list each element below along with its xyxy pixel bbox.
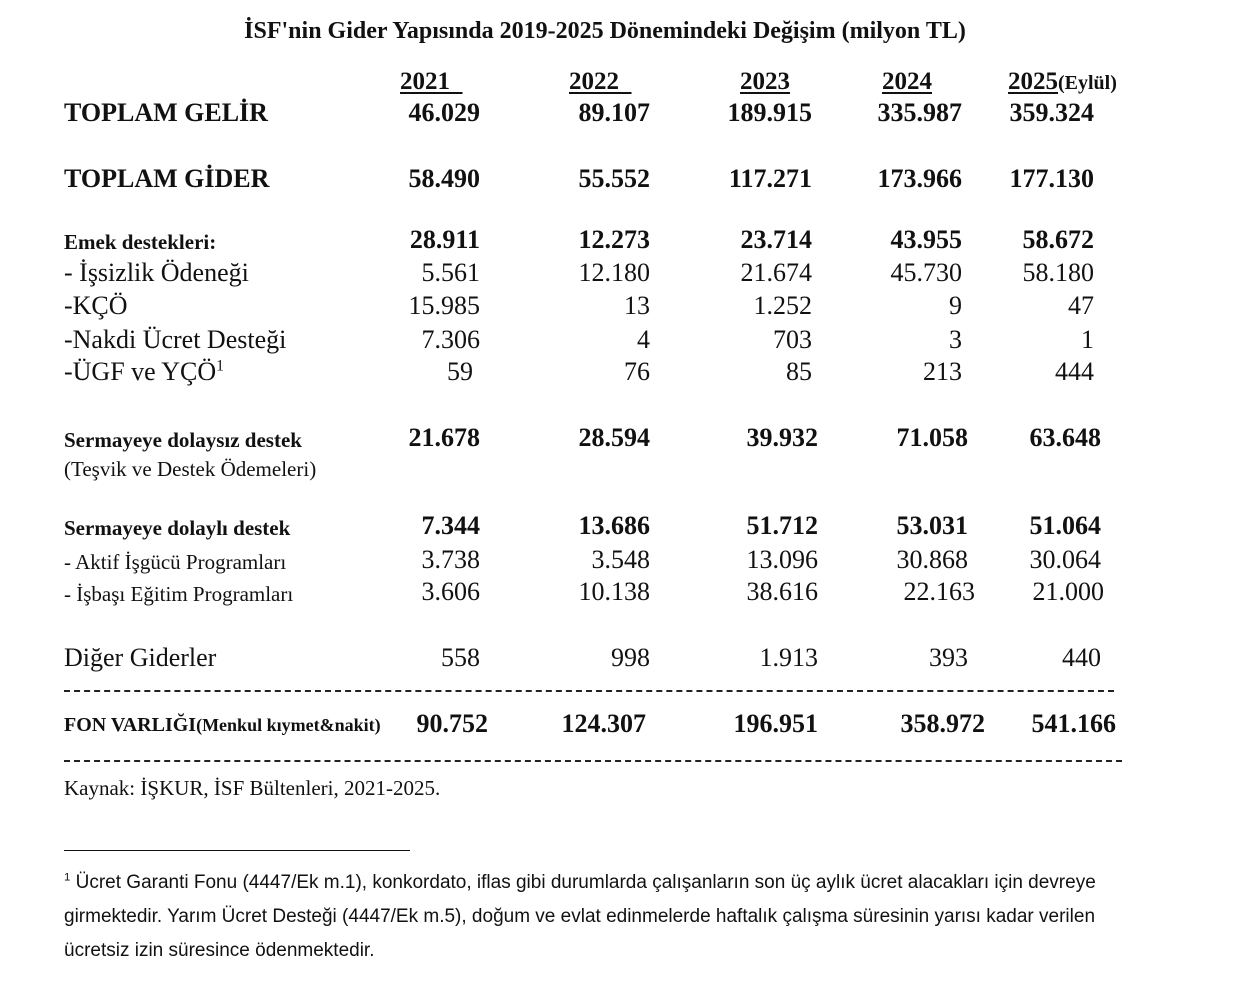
row-label-diger: Diğer Giderler xyxy=(64,643,217,672)
cell-toplam-gelir-2024: 335.987 xyxy=(877,98,962,127)
cell-fon-2021: 90.752 xyxy=(416,709,488,738)
cell-nakdi-2024: 3 xyxy=(949,325,962,354)
cell-diger-2024: 393 xyxy=(929,643,968,672)
cell-emek-2023: 23.714 xyxy=(740,225,812,254)
cell-toplam-gelir-2022: 89.107 xyxy=(578,98,650,127)
row-label-emek: Emek destekleri: xyxy=(64,230,217,254)
footnote: $^1$ Ücret Garanti Fonu (4447/Ek m.1), konkordato, iflas gibi durumlarda çalışanların son üç aylık ücret alacakları için devreye girmektedir. Yarım Ücret Desteği (4447/Ek m.5), doğum ve evlat edinmelerde haftalık çalışma süresinin yarısı kadar verilen ücretsiz izin süresince ödenmektedir. xyxy=(64,871,1096,961)
cell-toplam-gider-2025: 177.130 xyxy=(1009,164,1094,193)
cell-emek-2025: 58.672 xyxy=(1022,225,1094,254)
page-title: İSF'nin Gider Yapısında 2019-2025 Dönemindeki Değişim (milyon TL) xyxy=(244,18,966,44)
cell-ugf-2025: 444 xyxy=(1055,357,1094,386)
row-label-isbasi: - İşbaşı Eğitim Programları xyxy=(64,582,294,606)
cell-emek-2021: 28.911 xyxy=(409,225,480,254)
cell-dolaysiz-2022: 28.594 xyxy=(578,423,650,452)
cell-fon-2024: 358.972 xyxy=(900,709,985,738)
source-note: Kaynak: İŞKUR, İSF Bültenleri, 2021-2025. xyxy=(64,776,441,800)
cell-diger-2021: 558 xyxy=(441,643,480,672)
row-label-ugf: -ÜGF ve YÇÖ$^1$ xyxy=(64,357,224,386)
cell-ugf-2024: 213 xyxy=(923,357,962,386)
cell-toplam-gelir-2023: 189.915 xyxy=(727,98,812,127)
dashed-divider-top xyxy=(64,690,1114,692)
year-header-2022: 2022 xyxy=(569,68,619,95)
row-label-nakdi: -Nakdi Ücret Desteği xyxy=(64,325,287,354)
cell-fon-2022: 124.307 xyxy=(561,709,646,738)
footnote-rule xyxy=(64,850,410,851)
cell-aktif-2025: 30.064 xyxy=(1029,545,1101,574)
cell-dolaysiz-2025: 63.648 xyxy=(1029,423,1101,452)
cell-issizlik-2022: 12.180 xyxy=(578,258,650,287)
year-header-2024: 2024 xyxy=(882,68,932,95)
cell-isbasi-2022: 10.138 xyxy=(578,577,650,606)
cell-toplam-gider-2021: 58.490 xyxy=(408,164,480,193)
cell-diger-2025: 440 xyxy=(1062,643,1101,672)
cell-dolayli-2025: 51.064 xyxy=(1029,511,1101,540)
cell-isbasi-2024: 22.163 xyxy=(903,577,975,606)
cell-toplam-gider-2023: 117.271 xyxy=(728,164,812,193)
cell-ugf-2023: 85 xyxy=(786,357,812,386)
cell-nakdi-2023: 703 xyxy=(773,325,812,354)
cell-dolayli-2021: 7.344 xyxy=(421,511,480,540)
year-header-2025: 2025(Eylül) xyxy=(1008,68,1117,95)
cell-fon-2023: 196.951 xyxy=(733,709,818,738)
cell-nakdi-2021: 7.306 xyxy=(421,325,480,354)
cell-ugf-2022: 76 xyxy=(624,357,650,386)
cell-kco-2021: 15.985 xyxy=(408,291,480,320)
cell-dolayli-2024: 53.031 xyxy=(896,511,968,540)
cell-emek-2024: 43.955 xyxy=(890,225,962,254)
row-label-toplam-gelir: TOPLAM GELİR xyxy=(64,98,268,127)
cell-isbasi-2023: 38.616 xyxy=(746,577,818,606)
cell-dolayli-2022: 13.686 xyxy=(578,511,650,540)
cell-toplam-gider-2022: 55.552 xyxy=(578,164,650,193)
row-label-fon: FON VARLIĞI(Menkul kıymet&nakit) xyxy=(64,714,381,736)
year-header-2021: 2021 xyxy=(400,68,450,95)
cell-aktif-2024: 30.868 xyxy=(896,545,968,574)
cell-dolayli-2023: 51.712 xyxy=(746,511,818,540)
row-note-dolaysiz: (Teşvik ve Destek Ödemeleri) xyxy=(64,457,317,481)
row-label-dolayli: Sermayeye dolaylı destek xyxy=(64,516,291,540)
cell-issizlik-2024: 45.730 xyxy=(890,258,962,287)
cell-nakdi-2022: 4 xyxy=(637,325,650,354)
cell-dolaysiz-2021: 21.678 xyxy=(408,423,480,452)
cell-dolaysiz-2023: 39.932 xyxy=(746,423,818,452)
cell-issizlik-2021: 5.561 xyxy=(421,258,480,287)
cell-ugf-2021: 59 xyxy=(447,357,473,386)
cell-diger-2023: 1.913 xyxy=(759,643,818,672)
cell-emek-2022: 12.273 xyxy=(578,225,650,254)
cell-nakdi-2025: 1 xyxy=(1081,325,1094,354)
cell-aktif-2021: 3.738 xyxy=(421,545,480,574)
cell-toplam-gider-2024: 173.966 xyxy=(877,164,962,193)
cell-kco-2023: 1.252 xyxy=(753,291,812,320)
cell-kco-2024: 9 xyxy=(949,291,962,320)
year-header-2023: 2023 xyxy=(740,68,790,95)
cell-kco-2025: 47 xyxy=(1068,291,1094,320)
row-label-dolaysiz: Sermayeye dolaysız destek xyxy=(64,428,302,452)
row-label-issizlik: - İşsizlik Ödeneği xyxy=(64,258,249,287)
cell-toplam-gelir-2025: 359.324 xyxy=(1009,98,1094,127)
cell-isbasi-2025: 21.000 xyxy=(1032,577,1104,606)
cell-isbasi-2021: 3.606 xyxy=(421,577,480,606)
cell-aktif-2023: 13.096 xyxy=(746,545,818,574)
cell-dolaysiz-2024: 71.058 xyxy=(896,423,968,452)
cell-toplam-gelir-2021: 46.029 xyxy=(408,98,480,127)
cell-diger-2022: 998 xyxy=(611,643,650,672)
cell-issizlik-2023: 21.674 xyxy=(740,258,812,287)
cell-issizlik-2025: 58.180 xyxy=(1022,258,1094,287)
row-label-aktif: - Aktif İşgücü Programları xyxy=(64,550,287,574)
cell-fon-2025: 541.166 xyxy=(1031,709,1116,738)
dashed-divider-bottom xyxy=(64,760,1122,762)
cell-kco-2022: 13 xyxy=(624,291,650,320)
cell-aktif-2022: 3.548 xyxy=(591,545,650,574)
row-label-toplam-gider: TOPLAM GİDER xyxy=(64,164,270,193)
row-label-kco: -KÇÖ xyxy=(64,291,128,320)
